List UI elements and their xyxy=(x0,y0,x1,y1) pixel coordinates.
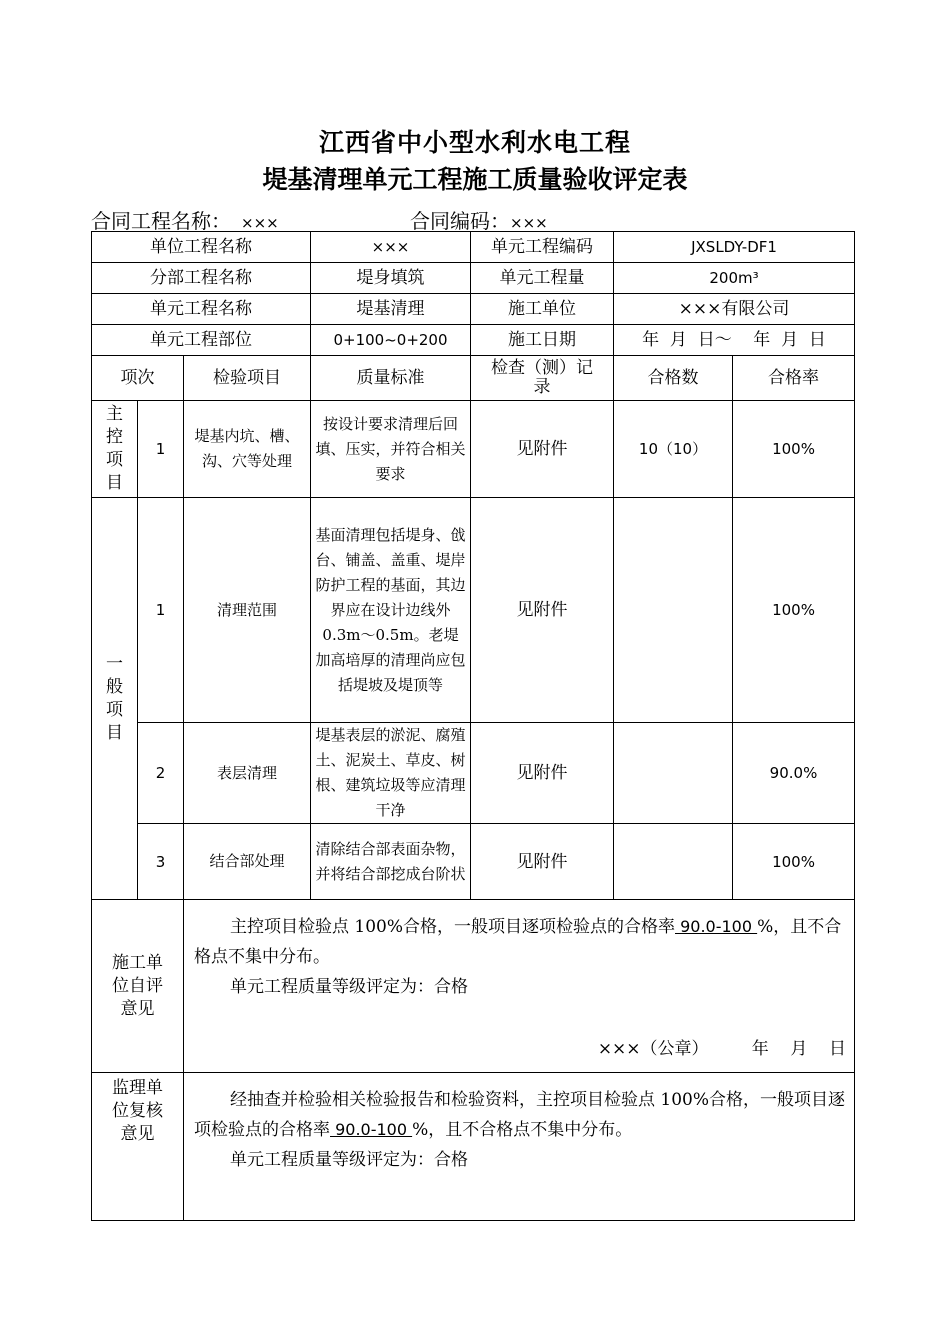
table-row xyxy=(92,498,855,723)
element-name-label: 单元工程名称 xyxy=(92,294,311,325)
supervisor-opinion-label: 监理单位复核意见 xyxy=(92,1073,184,1221)
sub-project-name-label: 分部工程名称 xyxy=(92,263,311,294)
pass-rate: 90.0% xyxy=(733,723,855,824)
contract-code-value: ××× xyxy=(510,214,548,232)
construction-date-value: 年 月 日～ 年 月 日 xyxy=(614,325,855,356)
supervisor-opinion-line1 xyxy=(194,1085,846,1145)
contractor-label: 施工单位 xyxy=(471,294,614,325)
pass-rate: 100% xyxy=(733,498,855,723)
element-quantity-label: 单元工程量 xyxy=(471,263,614,294)
col-record: 检查（测）记录 xyxy=(471,356,614,401)
inspection-item: 堤基内坑、槽、沟、穴等处理 xyxy=(184,401,311,498)
inspection-record: 见附件 xyxy=(471,401,614,498)
element-name-value: 堤基清理 xyxy=(311,294,471,325)
contractor-signature: ×××（公章） 年 月 日 xyxy=(597,1039,847,1059)
contract-name-label: 合同工程名称： xyxy=(91,209,231,233)
pass-rate-range: 90.0-100 xyxy=(330,1120,413,1139)
col-item-no: 项次 xyxy=(92,356,184,401)
item-no: 1 xyxy=(138,401,184,498)
general-group-label: 一般项目 xyxy=(92,498,138,900)
col-quality-standard: 质量标准 xyxy=(311,356,471,401)
quality-standard: 按设计要求清理后回填、压实，并符合相关要求 xyxy=(311,401,471,498)
construction-date-label: 施工日期 xyxy=(471,325,614,356)
info-row xyxy=(92,232,855,263)
element-location-label: 单元工程部位 xyxy=(92,325,311,356)
col-pass-rate: 合格率 xyxy=(733,356,855,401)
element-code-value: JXSLDY-DF1 xyxy=(614,232,855,263)
opinion-text: %，且不合格点不集中分布。 xyxy=(412,1120,633,1140)
supervisor-opinion-line2: 单元工程质量等级评定为：合格 xyxy=(230,1150,468,1170)
inspection-record: 见附件 xyxy=(471,723,614,824)
form-title-line1: 江西省中小型水利水电工程 xyxy=(318,128,631,157)
contractor-opinion-line2: 单元工程质量等级评定为：合格 xyxy=(230,977,468,997)
item-no: 1 xyxy=(138,498,184,723)
contract-name xyxy=(91,205,279,234)
unit-project-name-label: 单位工程名称 xyxy=(92,232,311,263)
element-quantity-value: 200m³ xyxy=(614,263,855,294)
element-location-value: 0+100~0+200 xyxy=(311,325,471,356)
element-code-label: 单元工程编码 xyxy=(471,232,614,263)
sub-project-name-value: 堤身填筑 xyxy=(311,263,471,294)
info-row xyxy=(92,263,855,294)
opinion-text: 经抽查并检验相关检验报告和检验资料，主控项目检验点 100%合格，一般项目逐项检验点的合格率 xyxy=(194,1090,846,1140)
unit-project-name-value: ××× xyxy=(311,232,471,263)
table-row xyxy=(92,401,855,498)
table-row xyxy=(92,824,855,900)
supervisor-opinion-content xyxy=(184,1073,855,1221)
opinion-text: %，且不合格点不集中分布。 xyxy=(194,917,842,967)
pass-rate: 100% xyxy=(733,401,855,498)
opinion-text: 主控项目检验点 100%合格，一般项目逐项检验点的合格率 xyxy=(230,917,676,937)
form-title-line2: 堤基清理单元工程施工质量验收评定表 xyxy=(262,165,688,194)
pass-count: 10（10） xyxy=(614,401,733,498)
item-no: 2 xyxy=(138,723,184,824)
contractor-opinion-content xyxy=(184,900,855,1073)
main-control-group-label: 主控项目 xyxy=(92,401,138,498)
supervisor-opinion-row xyxy=(92,1073,855,1221)
column-header-row xyxy=(92,356,855,401)
inspection-item: 表层清理 xyxy=(184,723,311,824)
inspection-record: 见附件 xyxy=(471,498,614,723)
pass-rate-range: 90.0-100 xyxy=(675,917,758,936)
pass-rate: 100% xyxy=(733,824,855,900)
info-row xyxy=(92,325,855,356)
contractor-opinion-label: 施工单位自评意见 xyxy=(92,900,184,1073)
contract-name-value: ××× xyxy=(241,214,279,232)
contractor-opinion-row xyxy=(92,900,855,1073)
quality-standard: 堤基表层的淤泥、腐殖土、泥炭土、草皮、树根、建筑垃圾等应清理干净 xyxy=(311,723,471,824)
col-pass-count: 合格数 xyxy=(614,356,733,401)
inspection-item: 清理范围 xyxy=(184,498,311,723)
quality-evaluation-table xyxy=(91,231,855,1221)
info-row xyxy=(92,294,855,325)
contractor-value: ×××有限公司 xyxy=(614,294,855,325)
inspection-item: 结合部处理 xyxy=(184,824,311,900)
inspection-record: 见附件 xyxy=(471,824,614,900)
quality-standard: 基面清理包括堤身、戗台、铺盖、盖重、堤岸防护工程的基面，其边界应在设计边线外0.3m～0.5m。老堤加高培厚的清理尚应包括堤坡及堤顶等 xyxy=(311,498,471,723)
quality-standard: 清除结合部表面杂物，并将结合部挖成台阶状 xyxy=(311,824,471,900)
pass-count xyxy=(614,824,733,900)
table-row xyxy=(92,723,855,824)
item-no: 3 xyxy=(138,824,184,900)
pass-count xyxy=(614,498,733,723)
col-inspection-item: 检验项目 xyxy=(184,356,311,401)
contractor-opinion-line1 xyxy=(194,912,846,972)
contract-code xyxy=(410,205,548,234)
contract-code-label: 合同编码： xyxy=(410,209,510,233)
pass-count xyxy=(614,723,733,824)
